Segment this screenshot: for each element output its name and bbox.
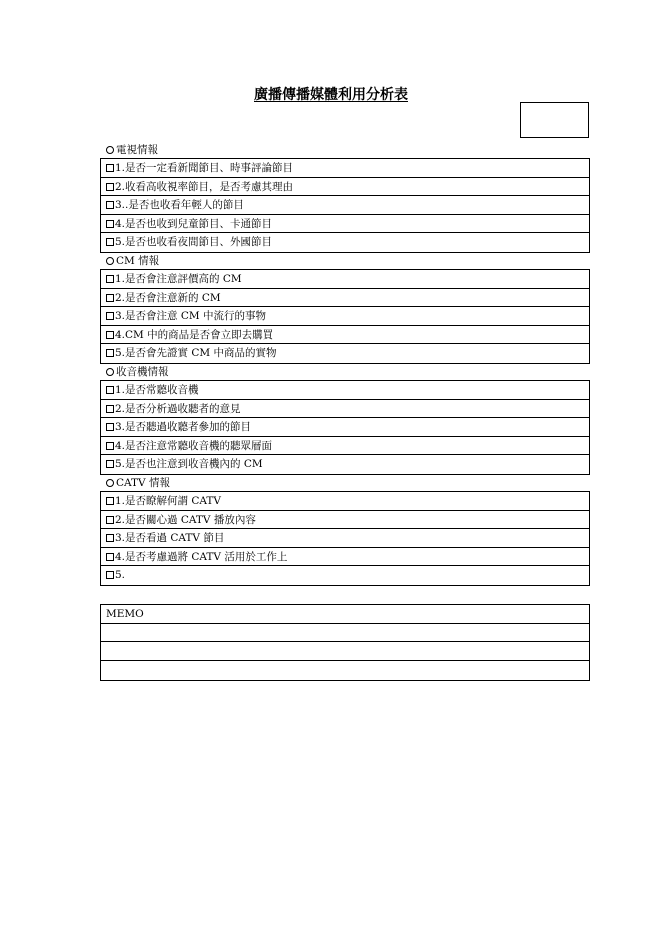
memo-line[interactable] [101, 642, 589, 661]
memo-label: MEMO [101, 605, 589, 624]
checkbox-icon[interactable] [106, 349, 114, 357]
checkbox-icon[interactable] [106, 460, 114, 468]
checkbox-icon[interactable] [106, 201, 114, 209]
checklist-item[interactable] [101, 492, 589, 511]
checklist-item[interactable] [101, 196, 589, 215]
circle-icon [106, 146, 114, 154]
item-label: 2.收看高收視率節目，是否考慮其理由 [115, 180, 294, 193]
checkbox-icon[interactable] [106, 405, 114, 413]
item-label: 2.是否分析過收聽者的意見 [115, 402, 241, 415]
section-box-cm [100, 269, 590, 364]
checklist-item[interactable] [101, 289, 589, 308]
circle-icon [106, 479, 114, 487]
section-heading-catv [100, 475, 590, 491]
checkbox-icon[interactable] [106, 553, 114, 561]
memo-line[interactable] [101, 661, 589, 680]
checkbox-icon[interactable] [106, 183, 114, 191]
item-label: 2.是否會注意新的 CM [115, 291, 221, 304]
checklist-item[interactable] [101, 548, 589, 567]
section-heading-radio [100, 364, 590, 380]
section-heading-label: CATV 情報 [116, 476, 170, 489]
section-heading-cm [100, 253, 590, 269]
checklist-item[interactable] [101, 344, 589, 363]
item-label: 2.是否關心過 CATV 播放內容 [115, 513, 256, 526]
item-label: 1.是否會注意評價高的 CM [115, 272, 242, 285]
section-heading-tv [100, 142, 590, 158]
checklist-item[interactable] [101, 529, 589, 548]
checkbox-icon[interactable] [106, 312, 114, 320]
item-label: 3.是否看過 CATV 節目 [115, 532, 225, 545]
circle-icon [106, 368, 114, 376]
checkbox-icon[interactable] [106, 423, 114, 431]
checklist-item[interactable] [101, 455, 589, 474]
checklist-item[interactable] [101, 307, 589, 326]
item-label: 4.CM 中的商品是否會立即去購買 [115, 328, 274, 341]
section-box-tv [100, 158, 590, 253]
section-heading-label: 收音機情報 [116, 365, 169, 378]
checkbox-icon[interactable] [106, 331, 114, 339]
checklist-item[interactable] [101, 511, 589, 530]
analysis-form [100, 142, 590, 681]
section-heading-label: 電視情報 [116, 144, 158, 156]
checkbox-icon[interactable] [106, 534, 114, 542]
item-label: 3..是否也收看年輕人的節目 [115, 199, 244, 212]
checklist-item[interactable] [101, 418, 589, 437]
item-label: 1.是否常聽收音機 [115, 383, 199, 396]
checkbox-icon[interactable] [106, 275, 114, 283]
item-label: 4.是否也收到兒童節目、卡通節目 [115, 217, 273, 230]
item-label: 5.是否也注意到收音機內的 CM [115, 458, 263, 471]
checklist-item[interactable] [101, 233, 589, 252]
memo-line[interactable] [101, 624, 589, 643]
section-box-radio [100, 380, 590, 475]
checkbox-icon[interactable] [106, 220, 114, 228]
checklist-item[interactable] [101, 178, 589, 197]
checklist-item[interactable] [101, 326, 589, 345]
item-label: 5. [115, 569, 126, 582]
checklist-item[interactable] [101, 215, 589, 234]
item-label: 4.是否考慮過將 CATV 活用於工作上 [115, 550, 288, 563]
checklist-item[interactable] [101, 381, 589, 400]
checklist-item[interactable] [101, 566, 589, 585]
item-label: 3.是否聽過收聽者參加的節目 [115, 421, 252, 434]
checkbox-icon[interactable] [106, 516, 114, 524]
checkbox-icon[interactable] [106, 164, 114, 172]
checkbox-icon[interactable] [106, 238, 114, 246]
checklist-item[interactable] [101, 270, 589, 289]
checklist-item[interactable] [101, 400, 589, 419]
memo-box [100, 604, 590, 681]
checkbox-icon[interactable] [106, 294, 114, 302]
item-label: 5.是否會先證實 CM 中商品的實物 [115, 347, 277, 360]
section-heading-label: CM 情報 [116, 254, 160, 267]
item-label: 5.是否也收看夜間節目、外國節目 [115, 236, 273, 249]
checklist-item[interactable] [101, 437, 589, 456]
checkbox-icon[interactable] [106, 442, 114, 450]
item-label: 3.是否會注意 CM 中流行的事物 [115, 310, 266, 323]
checkbox-icon[interactable] [106, 497, 114, 505]
item-label: 4.是否注意常聽收音機的聽眾層面 [115, 439, 273, 452]
checklist-item[interactable] [101, 159, 589, 178]
section-box-catv [100, 491, 590, 586]
checkbox-icon[interactable] [106, 386, 114, 394]
id-box[interactable] [520, 102, 589, 138]
item-label: 1.是否一定看新聞節目、時事評論節目 [115, 162, 294, 174]
item-label: 1.是否瞭解何謂 CATV [115, 494, 221, 507]
page-title: 廣播傳播媒體利用分析表 [254, 87, 408, 103]
circle-icon [106, 257, 114, 265]
checkbox-icon[interactable] [106, 571, 114, 579]
